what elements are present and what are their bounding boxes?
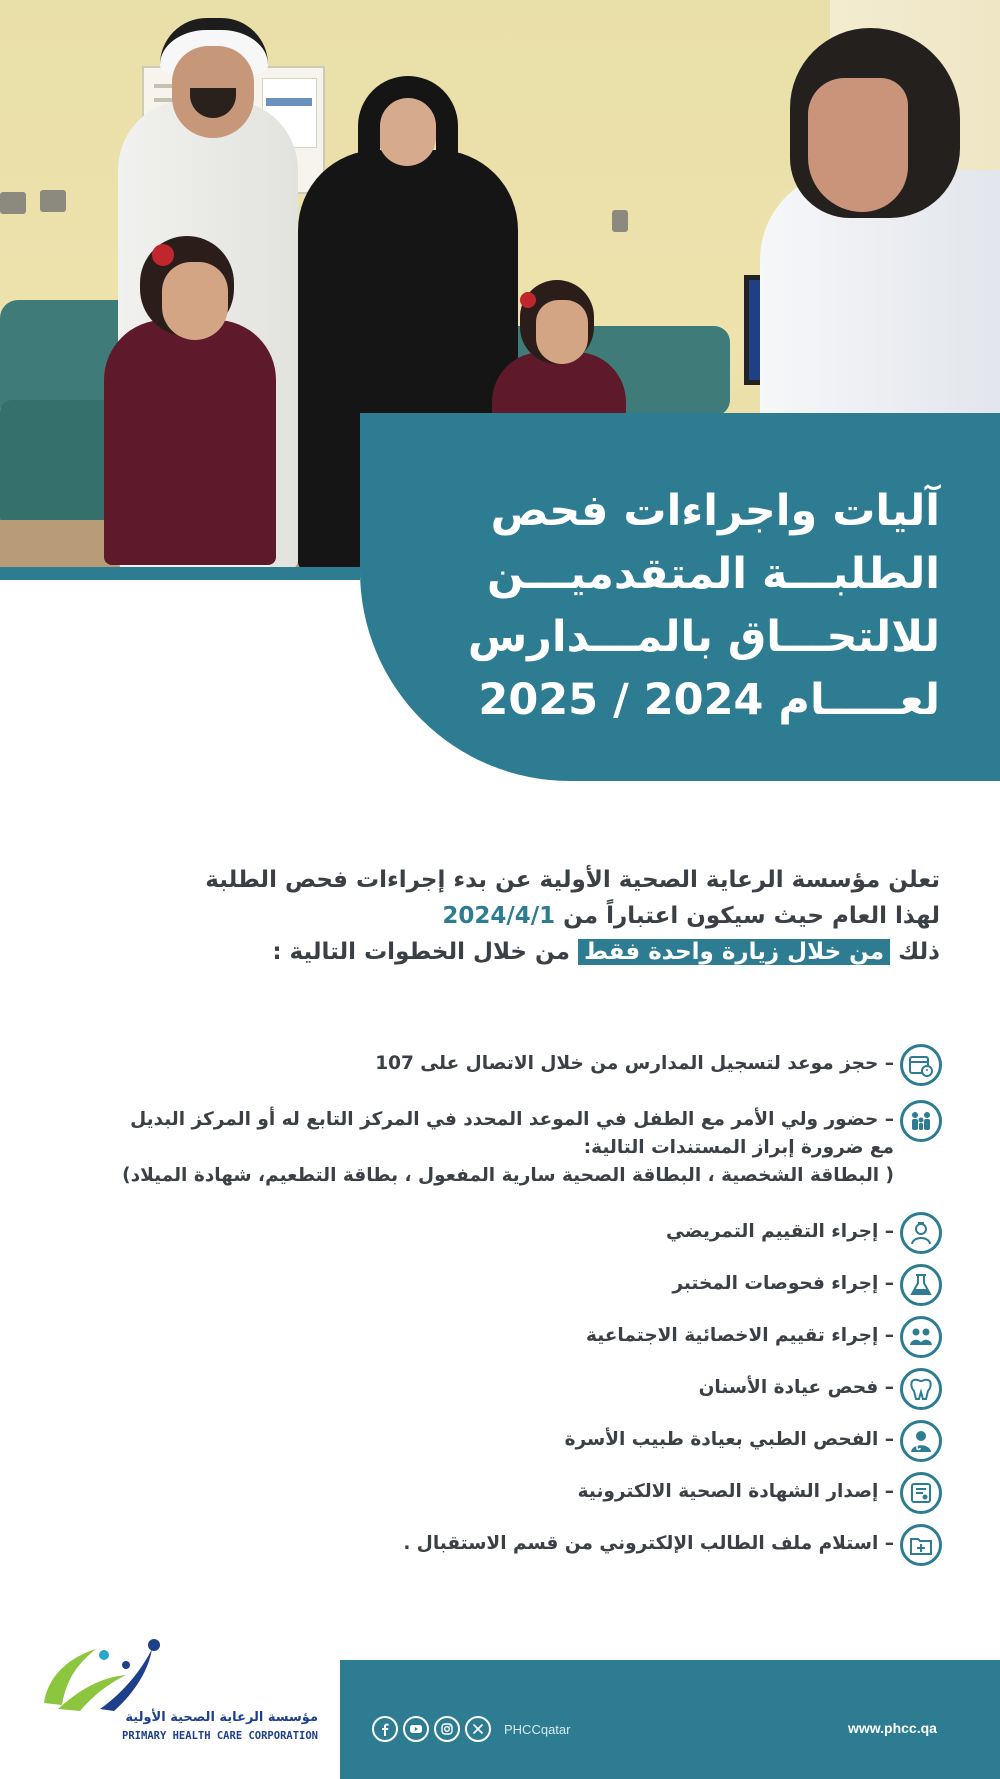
doctor-icon [900, 1420, 942, 1462]
step-item [40, 1368, 942, 1410]
step-subtext: مع ضرورة إبراز المستندات التالية: [583, 1137, 894, 1158]
youtube-icon[interactable] [403, 1716, 429, 1742]
logo-english-name: PRIMARY HEALTH CARE CORPORATION [122, 1730, 318, 1742]
intro-line: تعلن مؤسسة الرعاية الصحية الأولية عن بدء إجراءات فحص الطلبة [205, 867, 940, 893]
title-line: الطلبـــة المتقدميـــن [486, 549, 940, 599]
nurse-face [808, 78, 908, 212]
family-icon [900, 1100, 942, 1142]
girl-left-face [162, 262, 228, 340]
x-icon[interactable] [465, 1716, 491, 1742]
social-links [372, 1716, 570, 1742]
step-text: – إصدار الشهادة الصحية الالكترونية [577, 1481, 894, 1502]
nurse-icon [900, 1212, 942, 1254]
steps-list [40, 1044, 942, 1576]
mother-hijab [358, 76, 458, 194]
start-date: 2024/4/1 [442, 903, 556, 929]
title-line: آليات واجراءات فحص [490, 486, 940, 536]
highlight-one-visit: من خلال زيارة واحدة فقط [578, 939, 890, 965]
intro-text: لهذا العام حيث سيكون اعتباراً من [555, 903, 940, 929]
girl-right-face [536, 300, 588, 364]
logo-arabic-name: مؤسسة الرعاية الصحية الأولية [125, 1710, 318, 1725]
facebook-icon[interactable] [372, 1716, 398, 1742]
step-text: – حجز موعد لتسجيل المدارس من خلال الاتصال على 107 [375, 1053, 894, 1074]
tooth-icon [900, 1368, 942, 1410]
hair-bow [520, 292, 536, 308]
step-item [40, 1316, 942, 1358]
intro-text: من خلال الخطوات التالية : [272, 939, 578, 965]
intro-paragraph [80, 862, 940, 970]
step-item [40, 1264, 942, 1306]
instagram-icon[interactable] [434, 1716, 460, 1742]
wall-switch [0, 192, 26, 214]
step-item [40, 1420, 942, 1462]
step-text: – حضور ولي الأمر مع الطفل في الموعد المحدد في المركز التابع له أو المركز البديل مع ضرورة إبراز المستندات التالية: ( البطاقة الشخصية ، البطاقة الصحية سارية المفعول ، بطاقة التطعيم، شهادة الميلاد) [122, 1100, 894, 1190]
medical-folder-icon [900, 1524, 942, 1566]
step-text: – الفحص الطبي بعيادة طبيب الأسرة [564, 1429, 894, 1450]
step-subtext: ( البطاقة الشخصية ، البطاقة الصحية سارية المفعول ، بطاقة التطعيم، شهادة الميلاد) [122, 1165, 894, 1186]
girl-left-figure [104, 320, 276, 565]
social-worker-icon [900, 1316, 942, 1358]
intro-line [80, 898, 940, 934]
step-text: – فحص عيادة الأسنان [698, 1377, 894, 1398]
step-text: – إجراء تقييم الاخصائية الاجتماعية [586, 1325, 894, 1346]
page-title [420, 480, 940, 732]
calendar-clock-icon [900, 1044, 942, 1086]
teal-divider [0, 567, 360, 580]
step-item [40, 1212, 942, 1254]
step-item [40, 1472, 942, 1514]
step-item [40, 1100, 942, 1190]
phcc-logo [40, 1635, 320, 1745]
intro-text: ذلك [890, 939, 940, 965]
hair-bow [152, 244, 174, 266]
certificate-icon [900, 1472, 942, 1514]
wall-switch [612, 210, 628, 232]
step-item [40, 1524, 942, 1566]
intro-line [80, 934, 940, 970]
title-line: للالتحـــاق بالمـــدارس [467, 612, 940, 662]
step-item [40, 1044, 942, 1086]
lab-flask-icon [900, 1264, 942, 1306]
step-text: – إجراء فحوصات المختبر [672, 1273, 894, 1294]
website-link[interactable]: www.phcc.qa [848, 1720, 937, 1736]
step-text: – إجراء التقييم التمريضي [666, 1221, 894, 1242]
title-line: لعـــــام 2024 / 2025 [478, 675, 940, 725]
social-handle[interactable]: PHCCqatar [504, 1721, 571, 1737]
wall-switch [40, 190, 66, 212]
step-text: – استلام ملف الطالب الإلكتروني من قسم الاستقبال . [403, 1533, 894, 1554]
